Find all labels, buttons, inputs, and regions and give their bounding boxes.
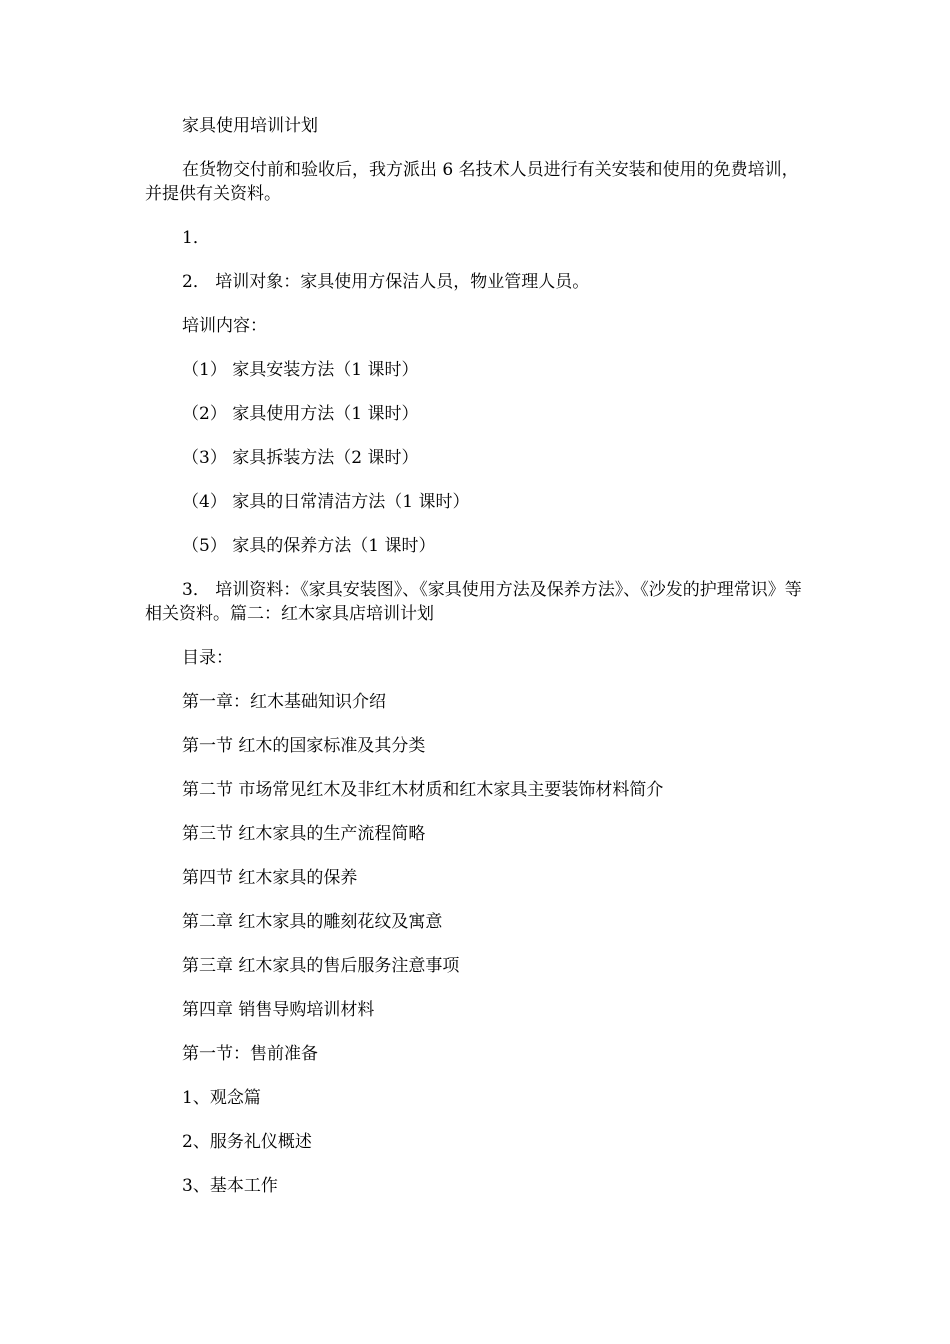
content-item-1: （1） 家具安装方法（1 课时） [182, 360, 419, 380]
toc-ch4-item-2: 2、服务礼仪概述 [182, 1132, 312, 1152]
toc-ch1-section-1: 第一节 红木的国家标准及其分类 [182, 736, 426, 756]
item-3-training-materials: 3． 培训资料：《家具安装图》、《家具使用方法及保养方法》、《沙发的护理常识》等相关资料。篇二：红木家具店培训计划 [145, 580, 802, 624]
toc-ch1-section-4: 第四节 红木家具的保养 [182, 868, 358, 888]
intro-paragraph: 在货物交付前和验收后，我方派出 6 名技术人员进行有关安装和使用的免费培训，并提供有关资料。 [145, 160, 799, 204]
item-1: 1． [182, 228, 210, 248]
toc-ch1-section-2: 第二节 市场常见红木及非红木材质和红木家具主要装饰材料简介 [182, 780, 664, 800]
training-content-heading: 培训内容： [182, 316, 267, 336]
toc-chapter-1: 第一章：红木基础知识介绍 [182, 692, 386, 712]
toc-chapter-3: 第三章 红木家具的售后服务注意事项 [182, 956, 460, 976]
toc-chapter-2: 第二章 红木家具的雕刻花纹及寓意 [182, 912, 443, 932]
toc-chapter-4: 第四章 销售导购培训材料 [182, 1000, 375, 1020]
item-2-training-targets: 2． 培训对象：家具使用方保洁人员，物业管理人员。 [182, 272, 590, 292]
toc-heading: 目录： [182, 648, 233, 668]
content-item-3: （3） 家具拆装方法（2 课时） [182, 448, 419, 468]
content-item-4: （4） 家具的日常清洁方法（1 课时） [182, 492, 470, 512]
toc-ch1-section-3: 第三节 红木家具的生产流程简略 [182, 824, 426, 844]
content-item-2: （2） 家具使用方法（1 课时） [182, 404, 419, 424]
toc-ch4-item-1: 1、观念篇 [182, 1088, 261, 1108]
toc-ch4-section-1: 第一节：售前准备 [182, 1044, 318, 1064]
toc-ch4-item-3: 3、基本工作 [182, 1176, 278, 1196]
document-title: 家具使用培训计划 [182, 116, 318, 136]
content-item-5: （5） 家具的保养方法（1 课时） [182, 536, 436, 556]
